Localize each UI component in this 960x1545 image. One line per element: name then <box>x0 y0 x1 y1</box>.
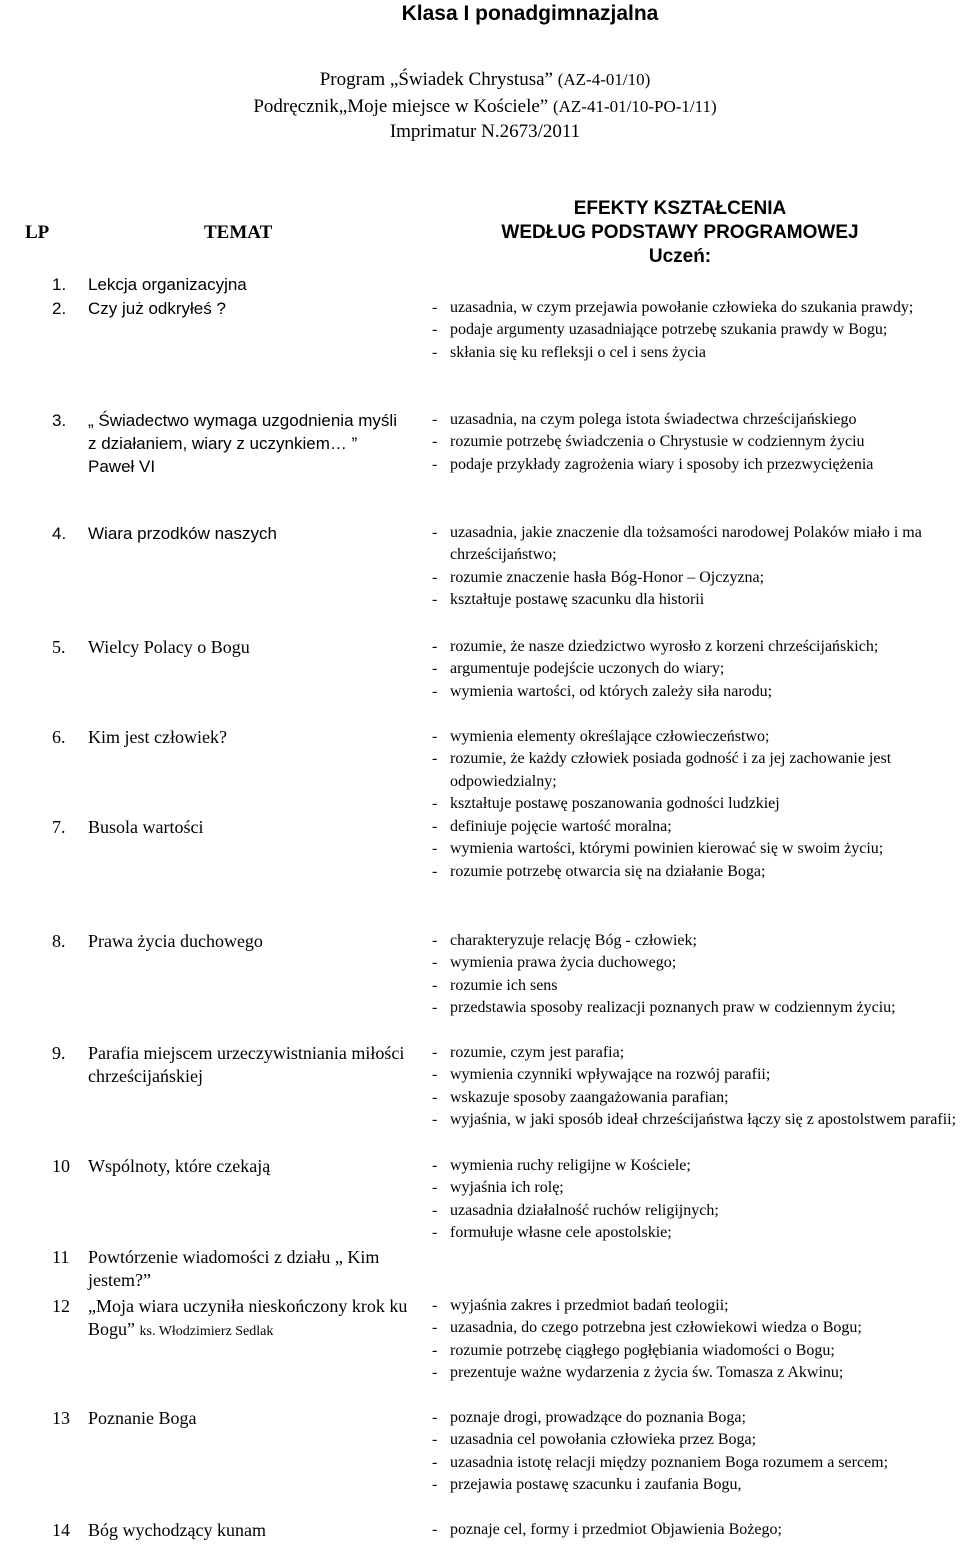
row-number: 8. <box>52 931 66 951</box>
list-item: - charakteryzuje relację Bóg - człowiek; <box>430 930 960 952</box>
list-item: - wymienia elementy określające człowieczeństwo; <box>430 726 960 748</box>
page-title: Klasa I ponadgimnazjalna <box>401 2 659 25</box>
list-item: - skłania się ku refleksji o cel i sens życia <box>430 342 960 364</box>
row-topic: „Moja wiara uczyniła nieskończony krok ku Bogu” <box>88 1296 408 1339</box>
row-number: 12 <box>52 1296 70 1316</box>
textbook-code: (AZ-41-01/10-PO-1/11) <box>552 97 717 116</box>
header-effects <box>400 197 960 269</box>
row-number: 1. <box>52 275 67 294</box>
header-temat: TEMAT <box>204 222 273 243</box>
list-item: - uzasadnia cel powołania człowieka przez Boga; <box>430 1429 960 1451</box>
effects-list <box>430 1295 960 1384</box>
row-number: 6. <box>52 727 66 747</box>
list-item: - formułuje własne cele apostolskie; <box>430 1222 960 1244</box>
list-item: - rozumie ich sens <box>430 975 960 997</box>
row-topic: Czy już odkryłeś ? <box>88 299 226 318</box>
row-number: 9. <box>52 1043 66 1063</box>
list-item: - rozumie potrzebę świadczenia o Chrystusie w codziennym życiu <box>430 431 960 453</box>
program-code: (AZ-4-01/10) <box>557 70 651 89</box>
list-item: - rozumie, czym jest parafia; <box>430 1042 960 1064</box>
list-item: - poznaje cel, formy i przedmiot Objawienia Bożego; <box>430 1519 960 1541</box>
row-number: 13 <box>52 1408 70 1428</box>
row-number: 14 <box>52 1520 70 1540</box>
effects-list <box>430 1407 960 1496</box>
row-topic: Wiara przodków naszych <box>88 524 277 543</box>
row-topic: Lekcja organizacyjna <box>88 275 247 294</box>
effects-list <box>430 409 960 476</box>
list-item: - rozumie potrzebę ciągłego pogłębiania wiadomości o Bogu; <box>430 1340 960 1362</box>
list-item: - wyjaśnia ich rolę; <box>430 1177 960 1199</box>
row-topic: Kim jest człowiek? <box>88 727 227 747</box>
list-item: - wymienia wartości, którymi powinien kierować się w swoim życiu; <box>430 838 960 860</box>
list-item: - przedstawia sposoby realizacji poznanych praw w codziennym życiu; <box>430 997 960 1019</box>
row-topic: Parafia miejscem urzeczywistniania miłości chrześcijańskiej <box>88 1043 405 1086</box>
effects-list <box>430 1519 960 1541</box>
program-name: Program „Świadek Chrystusa” <box>319 69 553 90</box>
list-item: - podaje argumenty uzasadniające potrzebę szukania prawdy w Bogu; <box>430 319 960 341</box>
header-lp: LP <box>25 222 50 243</box>
list-item: - rozumie, że każdy człowiek posiada godność i za jej zachowanie jest odpowiedzialny; <box>430 748 960 793</box>
list-item: - poznaje drogi, prowadzące do poznania Boga; <box>430 1407 960 1429</box>
program-line <box>0 68 960 92</box>
list-item: - uzasadnia działalność ruchów religijnych; <box>430 1200 960 1222</box>
list-item: - argumentuje podejście uczonych do wiary; <box>430 658 960 680</box>
list-item: - wymienia wartości, od których zależy siła narodu; <box>430 681 960 703</box>
list-item: - wyjaśnia zakres i przedmiot badań teologii; <box>430 1295 960 1317</box>
effects-list <box>430 522 960 611</box>
row-number: 5. <box>52 637 66 657</box>
row-number: 2. <box>52 299 67 318</box>
row-topic: Busola wartości <box>88 817 204 837</box>
list-item: - wymienia prawa życia duchowego; <box>430 952 960 974</box>
list-item: - rozumie, że nasze dziedzictwo wyrosło z korzeni chrześcijańskich; <box>430 636 960 658</box>
effects-list <box>430 1042 960 1131</box>
list-item: - rozumie znaczenie hasła Bóg-Honor – Ojczyzna; <box>430 567 960 589</box>
row-topic: Wspólnoty, które czekają <box>88 1156 271 1176</box>
list-item: - uzasadnia, do czego potrzebna jest człowiekowi wiedza o Bogu; <box>430 1317 960 1339</box>
row-topic: Poznanie Boga <box>88 1408 197 1428</box>
list-item: - wskazuje sposoby zaangażowania parafian; <box>430 1087 960 1109</box>
header-uczen: Uczeń: <box>648 246 712 267</box>
effects-list <box>430 297 960 364</box>
row-topic-author: ks. Włodzimierz Sedlak <box>139 1324 274 1339</box>
list-item: - uzasadnia, na czym polega istota świadectwa chrześcijańskiego <box>430 409 960 431</box>
row-number: 3. <box>52 411 67 430</box>
list-item: - wyjaśnia, w jaki sposób ideał chrześcijaństwa łączy się z apostolstwem parafii; <box>430 1109 960 1131</box>
row-topic: Prawa życia duchowego <box>88 931 263 951</box>
list-item: - rozumie potrzebę otwarcia się na działanie Boga; <box>430 861 960 883</box>
row-topic: Wielcy Polacy o Bogu <box>88 637 250 657</box>
effects-list <box>430 930 960 1019</box>
header-effects-line1: EFEKTY KSZTAŁCENIA <box>573 198 787 219</box>
list-item: - podaje przykłady zagrożenia wiary i sposoby ich przezwyciężenia <box>430 454 960 476</box>
textbook-line <box>0 95 960 119</box>
list-item: - kształtuje postawę poszanowania godności ludzkiej <box>430 793 960 815</box>
list-item: - wymienia czynniki wpływające na rozwój parafii; <box>430 1064 960 1086</box>
list-item: - uzasadnia istotę relacji między poznaniem Boga rozumem a sercem; <box>430 1452 960 1474</box>
list-item: - przejawia postawę szacunku i zaufania Bogu, <box>430 1474 960 1496</box>
list-item: - uzasadnia, w czym przejawia powołanie człowieka do szukania prawdy; <box>430 297 960 319</box>
effects-list <box>430 1155 960 1244</box>
header-effects-line2: WEDŁUG PODSTAWY PROGRAMOWEJ <box>501 222 859 243</box>
row-topic: „ Świadectwo wymaga uzgodnienia myśli z działaniem, wiary z uczynkiem… ” Paweł VI <box>88 411 397 476</box>
effects-list <box>430 636 960 703</box>
row-number: 7. <box>52 817 66 837</box>
row-topic: Powtórzenie wiadomości z działu „ Kim jestem?” <box>88 1247 380 1290</box>
row-number: 10 <box>52 1156 70 1176</box>
effects-list <box>430 726 960 815</box>
effects-list <box>430 816 960 883</box>
textbook-name: Podręcznik„Moje miejsce w Kościele” <box>253 96 549 117</box>
row-number: 4. <box>52 524 67 543</box>
row-topic: Bóg wychodzący kunam <box>88 1520 266 1540</box>
list-item: - uzasadnia, jakie znaczenie dla tożsamości narodowej Polaków miało i ma chrześcijaństwo; <box>430 522 960 567</box>
imprimatur-line: Imprimatur N.2673/2011 <box>389 121 581 142</box>
list-item: - prezentuje ważne wydarzenia z życia św. Tomasza z Akwinu; <box>430 1362 960 1384</box>
list-item: - kształtuje postawę szacunku dla historii <box>430 589 960 611</box>
list-item: - wymienia ruchy religijne w Kościele; <box>430 1155 960 1177</box>
list-item: - definiuje pojęcie wartość moralna; <box>430 816 960 838</box>
row-number: 11 <box>52 1247 70 1267</box>
